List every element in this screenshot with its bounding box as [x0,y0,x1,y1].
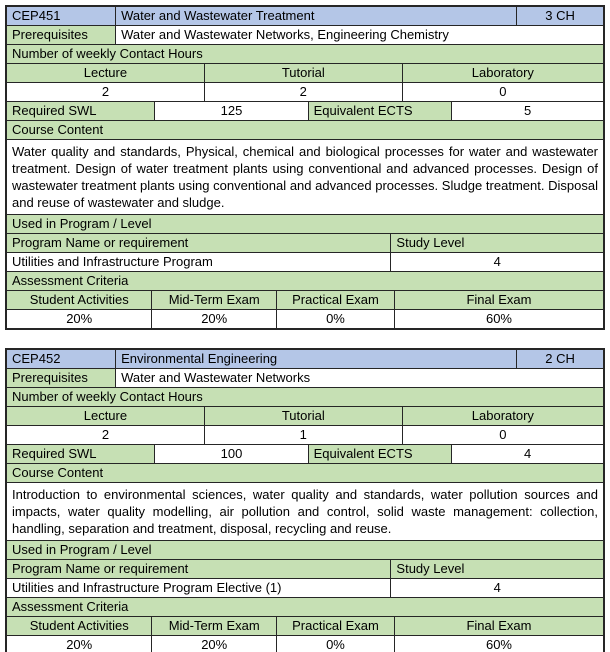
assessment-value-row [7,636,603,652]
course-header-row [7,350,603,369]
assessment-header-cell: Final Exam [395,617,603,635]
assessment-criteria-header: Assessment Criteria [7,598,603,616]
contact-hours-label-row [7,407,603,426]
tutorial-hours: 2 [205,83,403,101]
equivalent-ects-label: Equivalent ECTS [309,102,453,120]
study-level-label: Study Level [391,560,603,578]
course-header-row [7,7,603,26]
assessment-value-cell: 20% [7,310,152,328]
program-label-row [7,234,603,253]
program-name-value: Utilities and Infrastructure Program Elective (1) [7,579,391,597]
assessment-header-cell: Practical Exam [277,291,395,309]
assessment-header-cell: Final Exam [395,291,603,309]
study-level-value: 4 [493,254,501,269]
assessment-header-cell: Student Activities [7,291,152,309]
tutorial-hours: 1 [205,426,403,444]
course-content-text: Introduction to environmental sciences, water quality and standards, water pollution sources and impacts, water quality modelling, air pollution and control, solid waste management: collection, handling, separation and treatment, disposal, recycling and reuse. [12,487,598,536]
swl-row [7,102,603,121]
used-in-program-header: Used in Program / Level [7,215,603,233]
tutorial-header: Tutorial [205,407,403,425]
course-content-row [7,140,603,215]
assessment-header-cell: Practical Exam [277,617,395,635]
program-name-value: Utilities and Infrastructure Program [7,253,391,271]
course-content-header-row [7,121,603,140]
equivalent-ects-value: 4 [523,446,532,461]
study-level-label: Study Level [391,234,603,252]
used-in-program-row [7,541,603,560]
assessment-value-cell: 20% [7,636,152,652]
course-title: Water and Wastewater Treatment [116,7,517,25]
program-name-label: Program Name or requirement [7,234,391,252]
assessment-value-cell: 60% [485,311,512,326]
contact-hours-header-row [7,45,603,64]
assessment-criteria-header: Assessment Criteria [7,272,603,290]
assessment-value-cell: 20% [152,636,277,652]
course-table-cep451 [5,5,605,330]
required-swl-label: Required SWL [7,445,155,463]
prerequisites-label: Prerequisites [7,26,116,44]
assessment-value-cell: 60% [485,637,512,652]
assessment-header-row [7,291,603,310]
course-code: CEP452 [7,350,116,368]
assessment-value-cell: 20% [152,310,277,328]
lecture-header: Lecture [7,64,205,82]
contact-hours-value-row [7,426,603,445]
assessment-header-row [7,617,603,636]
program-value-row [7,579,603,598]
course-content-header: Course Content [7,464,603,482]
required-swl-value: 125 [155,102,308,120]
assessment-header-cell: Student Activities [7,617,152,635]
credit-hours: 3 CH [517,7,603,25]
contact-hours-header: Number of weekly Contact Hours [7,45,603,63]
prerequisites-value: Water and Wastewater Networks [121,370,311,385]
assessment-header-cell: Mid-Term Exam [152,291,277,309]
program-label-row [7,560,603,579]
used-in-program-row [7,215,603,234]
assessment-criteria-row [7,272,603,291]
course-content-header: Course Content [7,121,603,139]
study-level-value: 4 [493,580,501,595]
assessment-criteria-row [7,598,603,617]
swl-row [7,445,603,464]
prerequisites-row [7,369,603,388]
credit-hours: 2 CH [517,350,603,368]
used-in-program-header: Used in Program / Level [7,541,603,559]
assessment-value-row [7,310,603,328]
course-table-cep452 [5,348,605,652]
lecture-hours: 2 [7,426,205,444]
prerequisites-row [7,26,603,45]
course-title: Environmental Engineering [116,350,517,368]
contact-hours-header-row [7,388,603,407]
assessment-value-cell: 0% [277,310,395,328]
course-content-text: Water quality and standards, Physical, chemical and biological processes for water and wastewater treatment. Design of water treatment plants using conventional and advanced processes. Design of wastewater treatment plants using conventional and advanced processes. Sludge treatment. Disposal and reuse of wastewater and sludge. [12,144,598,210]
course-code: CEP451 [7,7,116,25]
laboratory-hours: 0 [499,84,507,99]
prerequisites-value: Water and Wastewater Networks, Engineering Chemistry [121,27,449,42]
contact-hours-header: Number of weekly Contact Hours [7,388,603,406]
equivalent-ects-label: Equivalent ECTS [309,445,453,463]
course-content-header-row [7,464,603,483]
prerequisites-label: Prerequisites [7,369,116,387]
course-content-row [7,483,603,541]
required-swl-value: 100 [155,445,308,463]
assessment-header-cell: Mid-Term Exam [152,617,277,635]
laboratory-header: Laboratory [403,407,603,425]
laboratory-hours: 0 [499,427,507,442]
lecture-header: Lecture [7,407,205,425]
contact-hours-label-row [7,64,603,83]
assessment-value-cell: 0% [277,636,395,652]
laboratory-header: Laboratory [403,64,603,82]
contact-hours-value-row [7,83,603,102]
required-swl-label: Required SWL [7,102,155,120]
tutorial-header: Tutorial [205,64,403,82]
program-value-row [7,253,603,272]
lecture-hours: 2 [7,83,205,101]
equivalent-ects-value: 5 [523,103,532,118]
program-name-label: Program Name or requirement [7,560,391,578]
